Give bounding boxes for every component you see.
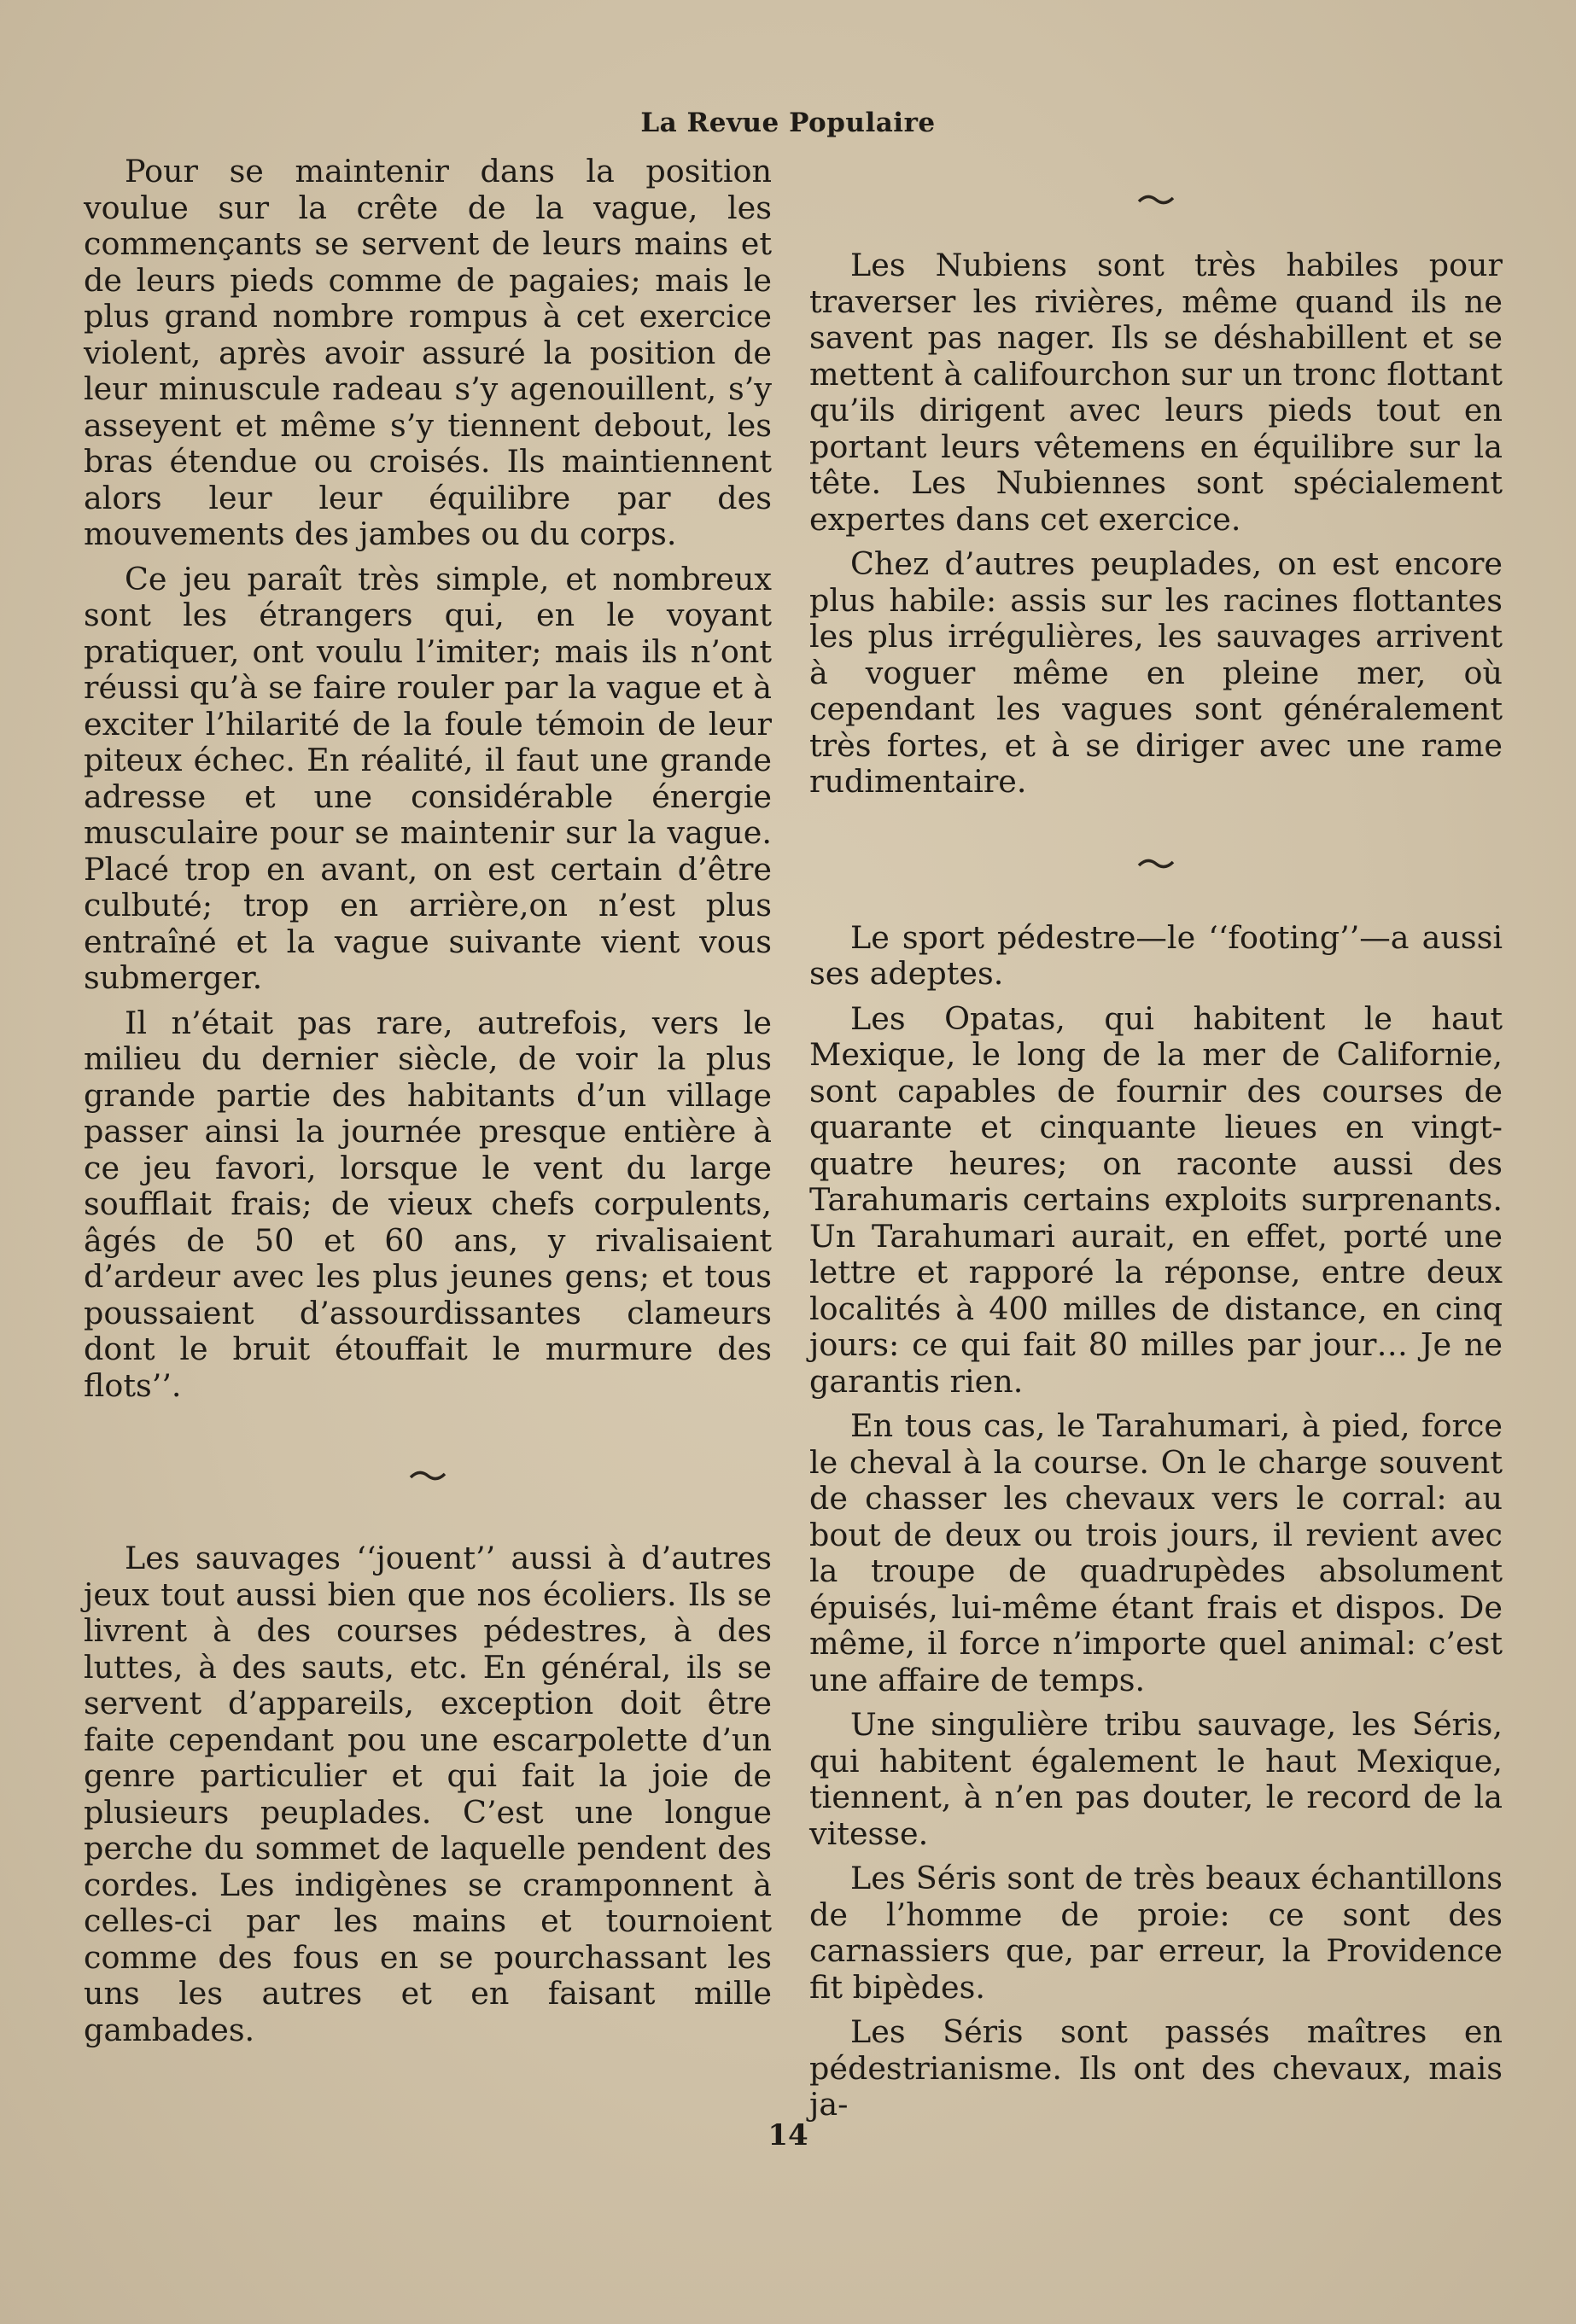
paragraph: Pour se maintenir dans la position voulue sur la crête de la vague, les commençants se servent de leurs mains et de leurs pieds comme de pagaies; mais le plus grand nombre rompus à cet exercice violent, après avoir assuré la position de leur minuscule radeau s’y agenouillent, s’y asseyent et même s’y tiennent debout, les bras étendue ou croisés. Ils maintiennent alors leur leur équilibre par des mouvements des jambes ou du corps.: [84, 153, 772, 552]
paragraph: Les Séris sont passés maîtres en pédestrianisme. Ils ont des chevaux, mais ja-: [809, 2013, 1503, 2123]
paragraph: Le sport pédestre—le ‘‘footing’’—a aussi ses adeptes.: [809, 918, 1503, 992]
page-header: La Revue Populaire: [640, 108, 936, 138]
tilde-ornament-icon: [407, 1467, 448, 1486]
paragraph: En tous cas, le Tarahumari, à pied, force le cheval à la course. On le charge souvent de chasser les chevaux vers le corral: au bout de deux ou trois jours, il revient avec la troupe de quadrupèdes absolument épuisés, lui-même étant frais et dispos. De même, il force n’importe quel animal: c’est une affaire de temps.: [809, 1407, 1503, 1698]
tilde-ornament-icon: [1135, 855, 1176, 874]
section-separator-ornament: [84, 1412, 772, 1541]
section-separator-ornament: [809, 154, 1503, 248]
paragraph: Il n’était pas rare, autrefois, vers le milieu du dernier siècle, de voir la plus grande partie des habitants d’un village passer ainsi la journée presque entière à ce jeu favori, lorsque le vent du large soufflait frais; de vieux chefs corpulents, âgés de 50 et 60 ans, y rivalisaient d’ardeur avec les plus jeunes gens; et tous poussaient d’assourdissantes clameurs dont le bruit étouffait le murmure des flots’’.: [84, 1004, 772, 1404]
page-number: 14: [768, 2118, 808, 2152]
paragraph: Ce jeu paraît très simple, et nombreux sont les étrangers qui, en le voyant pratiquer, ont voulu l’imiter; mais ils n’ont réussi qu’à se faire rouler par la vague et à exciter l’hilarité de la foule témoin de leur piteux échec. En réalité, il faut une grande adresse et une considérable énergie musculaire pour se maintenir sur la vague. Placé trop en avant, on est certain d’être culbuté; trop en arrière,on n’est plus entraîné et la vague suivante vient vous submerger.: [84, 560, 772, 996]
paragraph: Les Séris sont de très beaux échantillons de l’homme de proie: ce sont des carnassiers que, par erreur, la Providence fit bipèdes.: [809, 1860, 1503, 2006]
right-column: [809, 154, 1503, 2132]
left-column: [84, 154, 772, 2057]
paragraph: Les Nubiens sont très habiles pour traverser les rivières, même quand ils ne savent pas nager. Ils se déshabillent et se mettent à califourchon sur un tronc flottant qu’ils dirigent avec leurs pieds tout en portant leurs vêtemens en équilibre sur la tête. Les Nubiennes sont spécialement expertes dans cet exercice.: [809, 247, 1503, 538]
paragraph: Chez d’autres peuplades, on est encore plus habile: assis sur les racines flottantes les plus irrégulières, les sauvages arrivent à voguer même en pleine mer, où cependant les vagues sont généralement très fortes, et à se diriger avec une rame rudimentaire.: [809, 545, 1503, 800]
paragraph: Les sauvages ‘‘jouent’’ aussi à d’autres jeux tout aussi bien que nos écoliers. Ils se livrent à des courses pédestres, à des luttes, à des sauts, etc. En général, ils se servent d’appareils, exception doit être faite cependant pou une escarpolette d’un genre particulier et qui fait la joie de plusieurs peuplades. C’est une longue perche du sommet de laquelle pendent des cordes. Les indigènes se cramponnent à celles-ci par les mains et tournoient comme des fous en se pourchassant les uns les autres et en faisant mille gambades.: [84, 1540, 772, 2048]
paragraph: Les Opatas, qui habitent le haut Mexique, le long de la mer de Californie, sont capables de fournir des courses de quarante et cinquante lieues en vingt-quatre heures; on raconte aussi des Tarahumaris certains exploits surprenants. Un Tarahumari aurait, en effet, porté une lettre et rapporé la réponse, entre deux localités à 400 milles de distance, en cinq jours: ce qui fait 80 milles par jour… Je ne garantis rien.: [809, 999, 1503, 1400]
tilde-ornament-icon: [1135, 191, 1176, 210]
section-separator-ornament: [809, 809, 1503, 920]
paragraph: Une singulière tribu sauvage, les Séris, qui habitent également le haut Mexique, tiennent, à n’en pas douter, le record de la vitesse.: [809, 1706, 1503, 1852]
